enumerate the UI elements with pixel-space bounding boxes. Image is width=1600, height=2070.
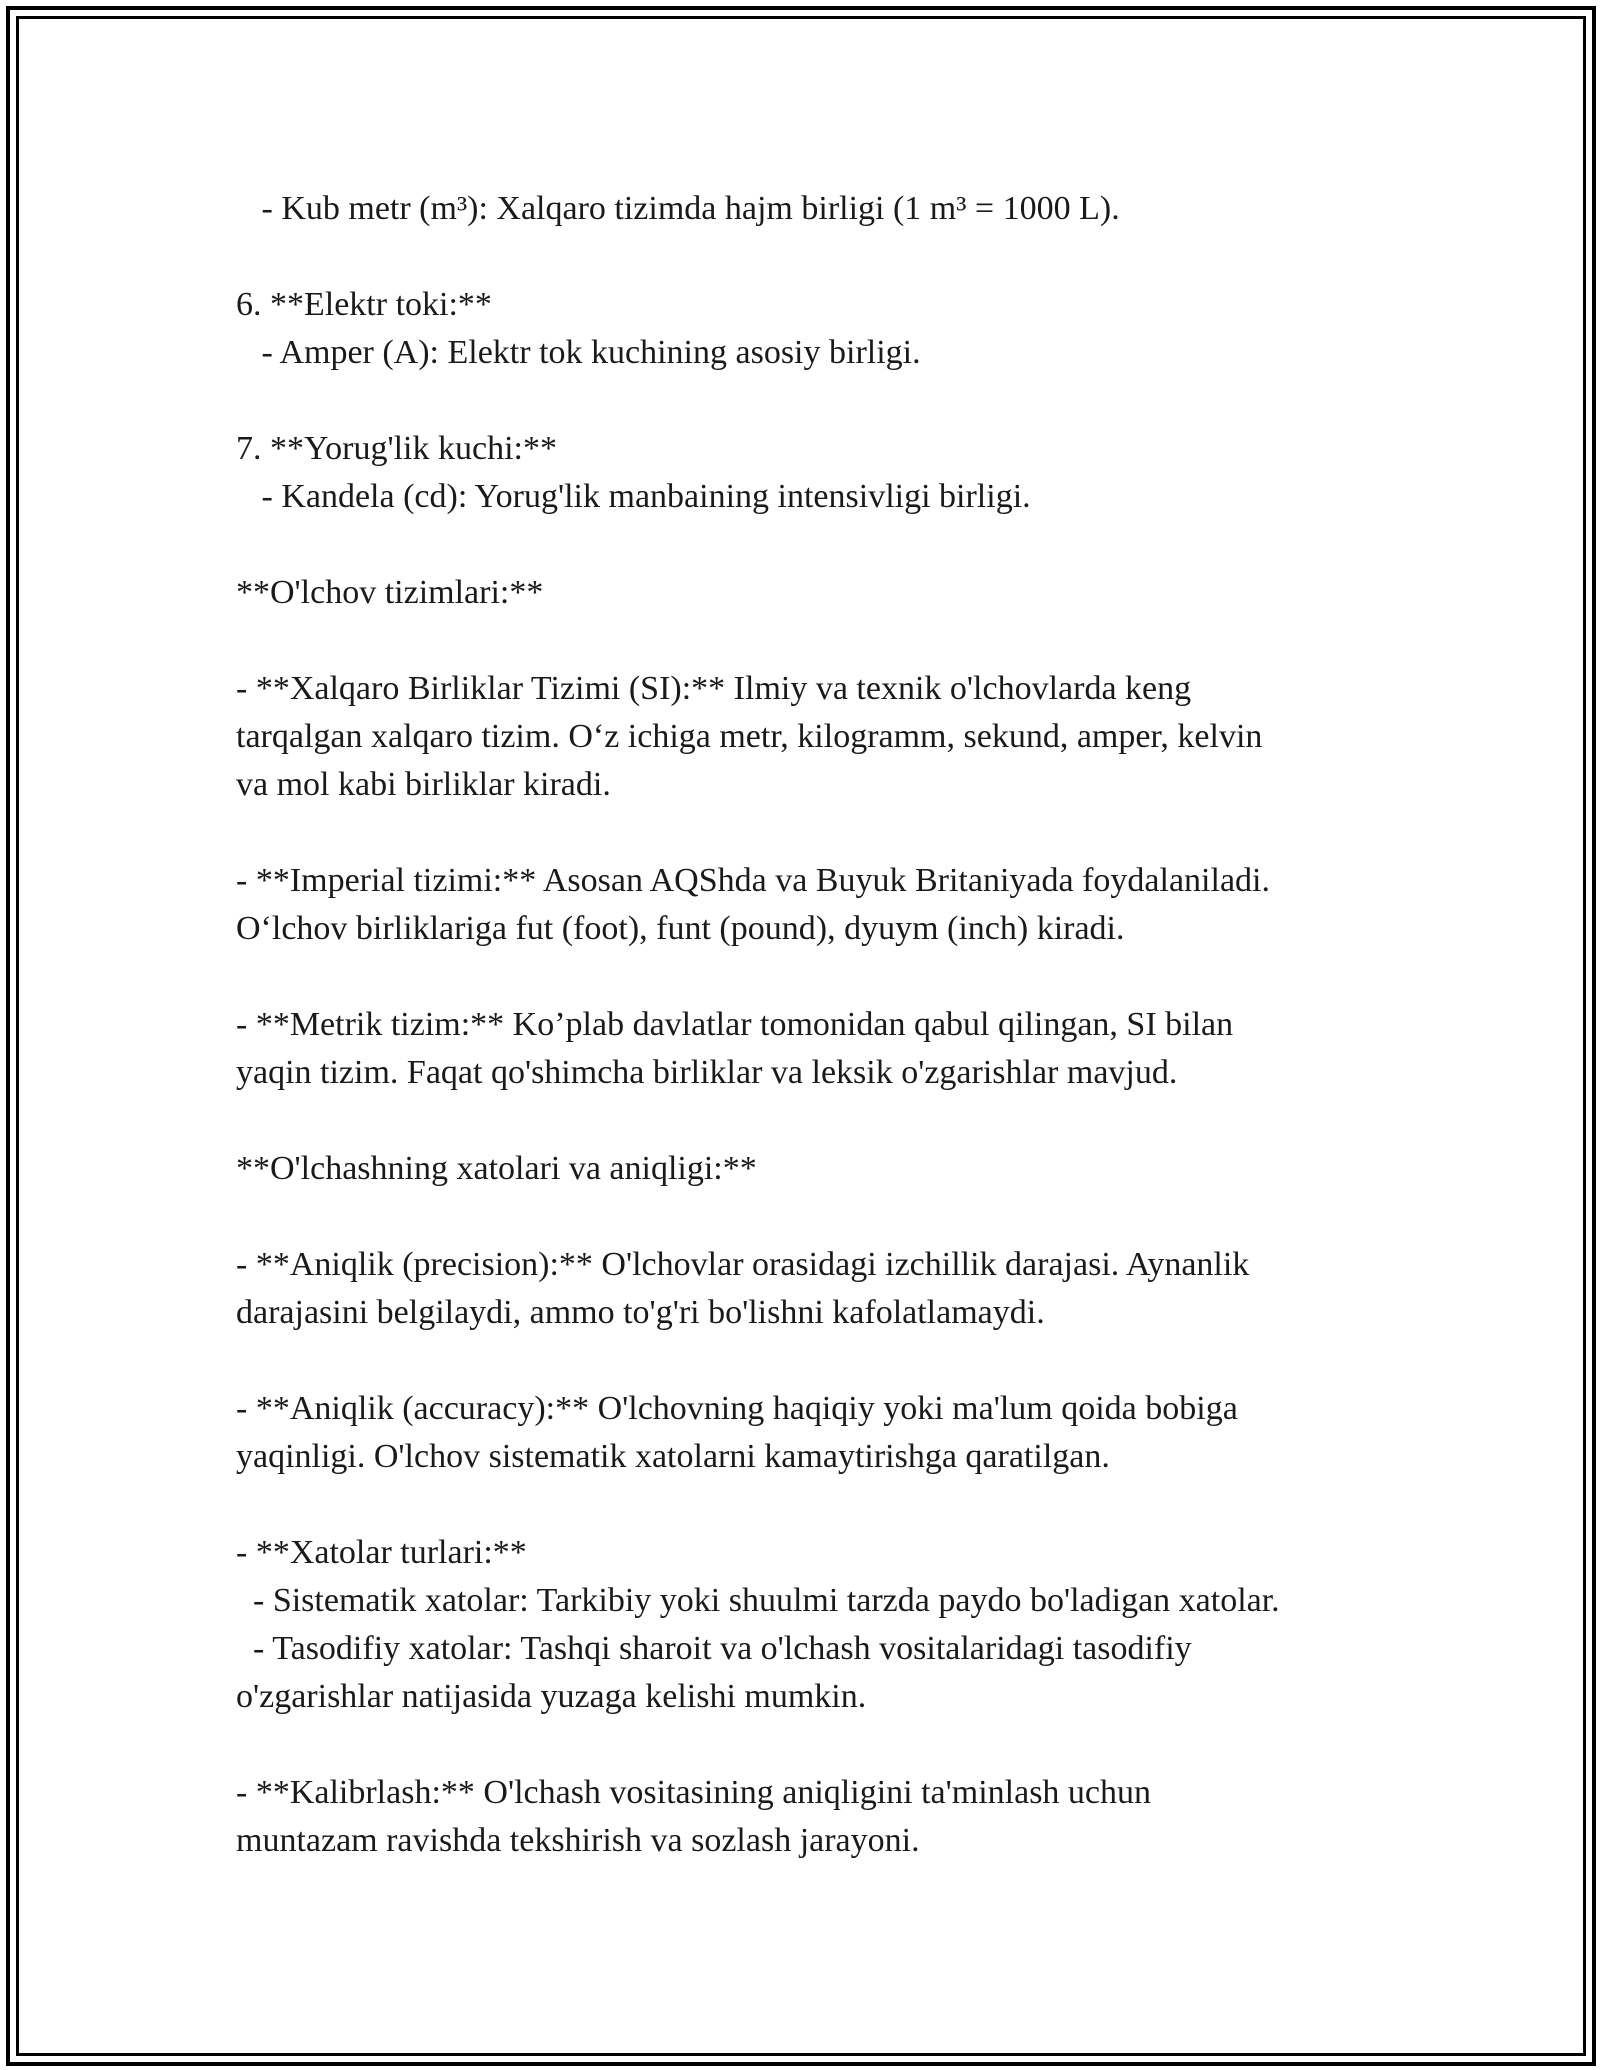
text-line: - **Aniqlik (accuracy):** O'lchovning haqiqiy yoki ma'lum qoida bobiga [236,1390,1238,1427]
text-line: darajasini belgilaydi, ammo to'g'ri bo'lishni kafolatlamaydi. [236,1294,1045,1331]
section-heading: 7. **Yorug'lik kuchi:** [236,430,557,467]
blank-line [236,1721,1376,1769]
text-line: yaqin tizim. Faqat qo'shimcha birliklar va leksik o'zgarishlar mavjud. [236,1054,1178,1091]
text-line: yaqinligi. O'lchov sistematik xatolarni kamaytirishga qaratilgan. [236,1438,1110,1475]
text-line: muntazam ravishda tekshirish va sozlash jarayoni. [236,1822,920,1859]
text-line: - **Xatolar turlari:** [236,1534,527,1571]
section-heading: **O'lchashning xatolari va aniqligi:** [236,1150,757,1187]
text-line: - **Xalqaro Birliklar Tizimi (SI):** Ilmiy va texnik o'lchovlarda keng [236,670,1192,707]
blank-line [236,1337,1376,1385]
document-body [236,185,1376,1865]
blank-line [236,377,1376,425]
section-heading: **O'lchov tizimlari:** [236,574,544,611]
text-line: tarqalgan xalqaro tizim. O‘z ichiga metr, kilogramm, sekund, amper, kelvin [236,718,1263,755]
text-line: - Kub metr (m³): Xalqaro tizimda hajm birligi (1 m³ = 1000 L). [236,190,1120,227]
text-line: - **Imperial tizimi:** Asosan AQShda va Buyuk Britaniyada foydalaniladi. [236,862,1270,899]
text-line: - **Aniqlik (precision):** O'lchovlar orasidagi izchillik darajasi. Aynanlik [236,1246,1250,1283]
blank-line [236,617,1376,665]
blank-line [236,953,1376,1001]
text-line: o'zgarishlar natijasida yuzaga kelishi mumkin. [236,1678,867,1715]
blank-line [236,1193,1376,1241]
text-line: O‘lchov birliklariga fut (foot), funt (pound), dyuym (inch) kiradi. [236,910,1125,947]
text-line: - Amper (A): Elektr tok kuchining asosiy birligi. [236,334,921,371]
blank-line [236,1097,1376,1145]
text-line: - **Kalibrlash:** O'lchash vositasining aniqligini ta'minlash uchun [236,1774,1152,1811]
text-line: va mol kabi birliklar kiradi. [236,766,611,803]
blank-line [236,1481,1376,1529]
blank-line [236,521,1376,569]
text-line: - Tasodifiy xatolar: Tashqi sharoit va o'lchash vositalaridagi tasodifiy [236,1630,1192,1667]
blank-line [236,809,1376,857]
text-line: - **Metrik tizim:** Ko’plab davlatlar tomonidan qabul qilingan, SI bilan [236,1006,1234,1043]
blank-line [236,233,1376,281]
text-line: - Kandela (cd): Yorug'lik manbaining intensivligi birligi. [236,478,1031,515]
section-heading: 6. **Elektr toki:** [236,286,492,323]
text-line: - Sistematik xatolar: Tarkibiy yoki shuulmi tarzda paydo bo'ladigan xatolar. [236,1582,1280,1619]
